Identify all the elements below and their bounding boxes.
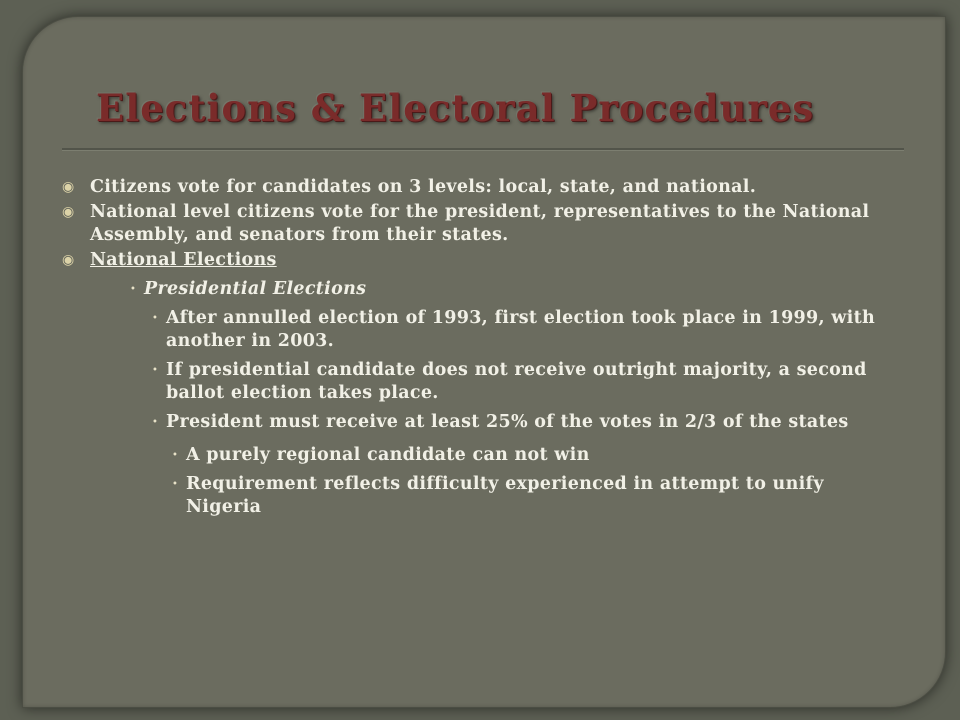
dot-bullet-icon: •	[172, 479, 179, 490]
sub-bullet-text: President must receive at least 25% of the votes in 2/3 of the states	[166, 412, 849, 432]
sub-bullet-item	[62, 307, 898, 353]
dot-bullet-icon: •	[152, 313, 159, 324]
bullet-item	[62, 249, 898, 272]
sub-heading: Presidential Elections	[144, 279, 367, 299]
dot-bullet-icon: •	[130, 284, 137, 295]
sub-bullet-item	[62, 411, 898, 434]
sub-sub-bullet-text: A purely regional candidate can not win	[186, 445, 590, 465]
bullet-item	[62, 201, 898, 247]
sub-sub-bullet-text: Requirement reflects difficulty experienced in attempt to unify Nigeria	[186, 474, 824, 517]
slide-title: Elections & Electoral Procedures	[96, 86, 815, 130]
sub-bullet-item	[62, 359, 898, 405]
dot-bullet-icon: •	[172, 450, 179, 461]
sub-sub-bullet-item	[62, 444, 898, 467]
sub-bullet-text: After annulled election of 1993, first election took place in 1999, with another in 2003.	[166, 308, 876, 351]
circle-bullet-icon: ◉	[62, 204, 75, 220]
circle-bullet-icon: ◉	[62, 179, 75, 195]
bullet-text: National level citizens vote for the president, representatives to the National Assembly, and senators from their states.	[90, 202, 870, 245]
dot-bullet-icon: •	[152, 417, 159, 428]
section-heading: National Elections	[90, 250, 277, 270]
sub-heading-item	[62, 278, 898, 301]
dot-bullet-icon: •	[152, 365, 159, 376]
bullet-list	[62, 176, 898, 521]
sub-bullet-text: If presidential candidate does not receive outright majority, a second ballot election takes place.	[166, 360, 867, 403]
circle-bullet-icon: ◉	[62, 252, 75, 268]
title-divider	[62, 148, 904, 151]
bullet-item	[62, 176, 898, 199]
sub-sub-bullet-item	[62, 473, 898, 519]
bullet-text: Citizens vote for candidates on 3 levels: local, state, and national.	[90, 177, 757, 197]
